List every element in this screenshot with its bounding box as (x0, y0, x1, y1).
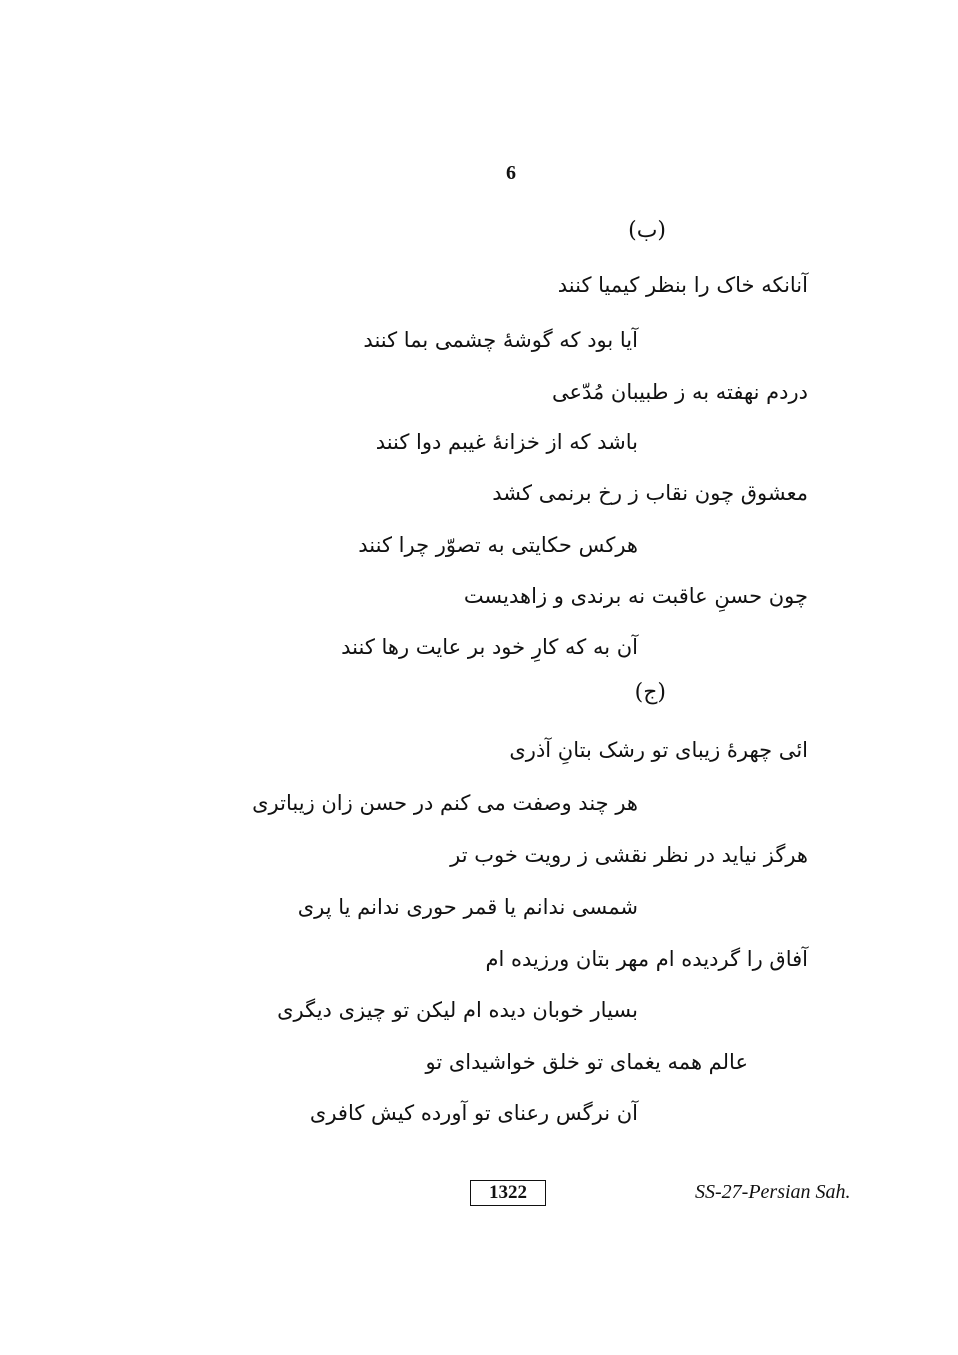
verse-line: دردم نهفته به ز طبیبان مُدّعی (551, 380, 808, 404)
paper-code: SS-27-Persian Sah. (695, 1181, 851, 1203)
verse-line: عالم همه یغمای تو خلق خواشیدای تو (425, 1050, 748, 1074)
page-number: 6 (506, 162, 516, 184)
verse-line: آفاق را گردیده ام مهر بتان ورزیده ام (485, 947, 808, 971)
verse-line: آیا بود که گوشهٔ چشمی بما کنند (363, 328, 638, 352)
section-label-j: (ج) (634, 680, 666, 705)
footer-code-box: 1322 (470, 1180, 546, 1206)
verse-line: بسیار خوبان دیده ام لیکن تو چیزی دیگری (277, 998, 638, 1022)
verse-line: هرگز نیاید در نظر نقشی ز رویت خوب تر (450, 843, 808, 867)
verse-line: ائی چهرهٔ زیبای تو رشک بتانِ آذری (509, 738, 808, 762)
verse-line: هرکس حکایتی به تصوّر چرا کنند (358, 533, 638, 557)
verse-line: شمسی ندانم یا قمر حوری ندانم یا پری (297, 895, 638, 919)
verse-line: باشد که از خزانهٔ غیبم دوا کنند (375, 430, 638, 454)
verse-line: آن نرگس رعنای تو آورده کیش کافری (309, 1101, 638, 1125)
verse-line: آنانکه خاک را بنظر کیمیا کنند (557, 273, 808, 297)
verse-line: معشوق چون نقاب ز رخ برنمی کشد (492, 481, 808, 505)
verse-line: آن به که کارِ خود بر عایت رها کنند (341, 635, 638, 659)
verse-line: هر چند وصفت می کنم در حسن زان زیباتری (252, 791, 638, 815)
section-label-b: (ب) (628, 218, 666, 243)
verse-line: چون حسنِ عاقبت نه برندی و زاهدیست (463, 584, 808, 608)
